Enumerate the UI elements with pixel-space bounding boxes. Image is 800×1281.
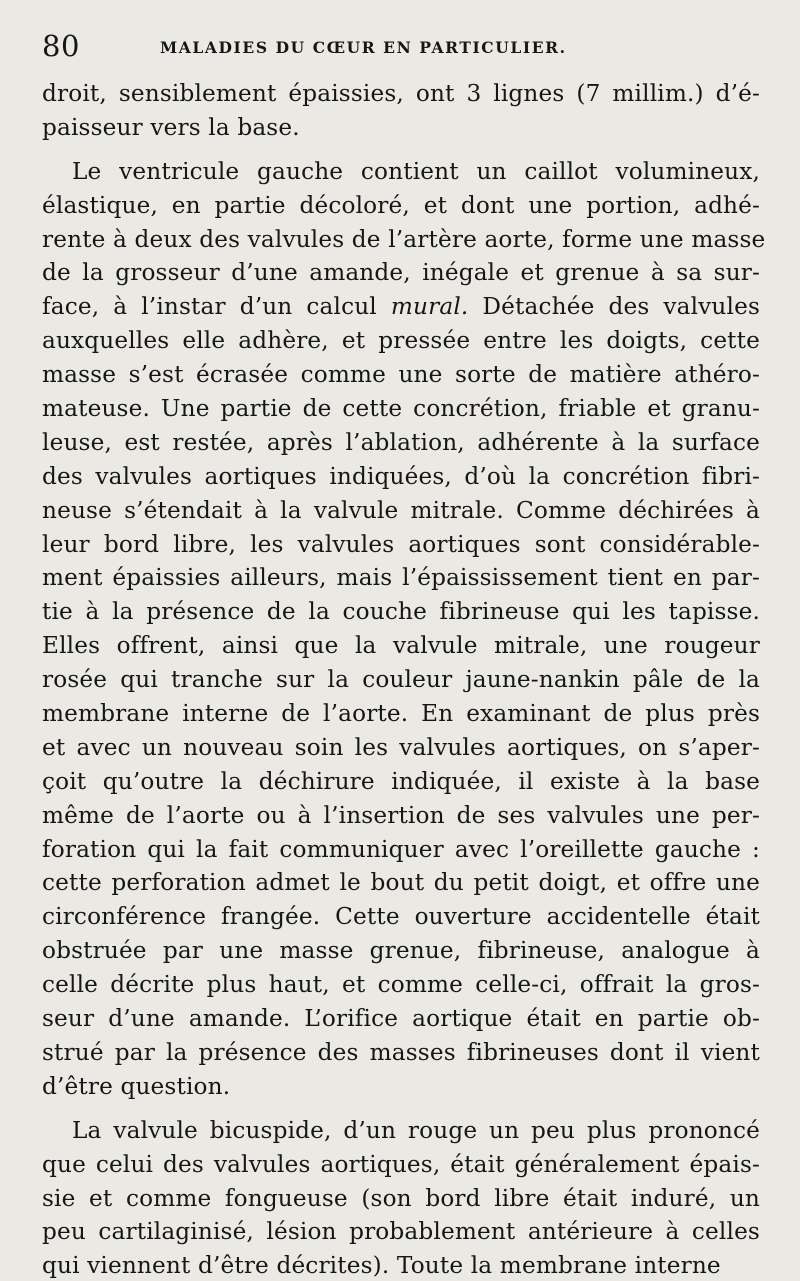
text-line: de la grosseur d’une amande, inégale et grenue à sa sur- <box>42 259 760 287</box>
text-line: foration qui la fait communiquer avec l’oreillette gauche : <box>42 835 760 863</box>
text-line: face, à l’instar d’un calcul mural. Détachée des valvules <box>42 293 761 321</box>
paragraph <box>42 1114 760 1281</box>
page-number: 80 <box>42 29 80 63</box>
text-line: circonférence frangée. Cette ouverture accidentelle était <box>42 903 760 931</box>
text-line: peu cartilaginisé, lésion probablement antérieure à celles <box>42 1218 760 1246</box>
text-line: qui viennent d’être décrites). Toute la membrane interne <box>42 1252 721 1280</box>
text-line: leur bord libre, les valvules aortiques sont considérable- <box>42 530 760 558</box>
text-line: membrane interne de l’aorte. En examinant de plus près <box>42 700 760 728</box>
text-line: neuse s’étendait à la valvule mitrale. Comme déchirées à <box>42 496 760 524</box>
text-line: masse s’est écrasée comme une sorte de matière athéro- <box>42 361 760 389</box>
text-line: sie et comme fongueuse (son bord libre était induré, un <box>42 1184 760 1212</box>
text-line: que celui des valvules aortiques, était généralement épais- <box>42 1150 760 1178</box>
paragraph <box>42 155 766 1104</box>
text-line: même de l’aorte ou à l’insertion de ses valvules une per- <box>42 801 760 829</box>
running-head: MALADIES DU CŒUR EN PARTICULIER. <box>160 38 567 57</box>
text-line: tie à la présence de la couche fibrineuse qui les tapisse. <box>42 598 760 626</box>
text-line: strué par la présence des masses fibrineuses dont il vient <box>42 1038 760 1066</box>
text-line: rente à deux des valvules de l’artère aorte, forme une masse <box>42 225 766 253</box>
body-text <box>42 77 766 1281</box>
italic-term: mural. <box>390 293 469 321</box>
text-line: leuse, est restée, après l’ablation, adhérente à la surface <box>42 428 760 456</box>
text-line: élastique, en partie décoloré, et dont une portion, adhé- <box>42 191 760 219</box>
text-line: Elles offrent, ainsi que la valvule mitrale, une rougeur <box>42 632 760 660</box>
text-line: Le ventricule gauche contient un caillot volumineux, <box>72 157 760 185</box>
text-line: des valvules aortiques indiquées, d’où la concrétion fibri- <box>42 462 760 490</box>
text-line: d’être question. <box>42 1072 231 1100</box>
text-line: celle décrite plus haut, et comme celle-ci, offrait la gros- <box>42 971 760 999</box>
text-line: seur d’une amande. L’orifice aortique était en partie ob- <box>42 1005 760 1033</box>
text-line: auxquelles elle adhère, et pressée entre les doigts, cette <box>42 327 760 355</box>
text-line: rosée qui tranche sur la couleur jaune-nankin pâle de la <box>42 666 760 694</box>
text-line: obstruée par une masse grenue, fibrineuse, analogue à <box>42 937 760 965</box>
text-line: ment épaissies ailleurs, mais l’épaississement tient en par- <box>42 564 760 592</box>
text-line: et avec un nouveau soin les valvules aortiques, on s’aper- <box>42 733 760 761</box>
text-line: paisseur vers la base. <box>42 113 300 141</box>
text-line: çoit qu’outre la déchirure indiquée, il existe à la base <box>42 767 760 795</box>
text-line: La valvule bicuspide, d’un rouge un peu plus prononcé <box>72 1116 760 1144</box>
paragraph <box>42 77 760 145</box>
text-line: mateuse. Une partie de cette concrétion, friable et granu- <box>42 395 760 423</box>
text-line: droit, sensiblement épaissies, ont 3 lignes (7 millim.) d’é- <box>42 80 760 107</box>
page-header <box>40 28 760 68</box>
text-line: cette perforation admet le bout du petit doigt, et offre une <box>42 869 760 897</box>
